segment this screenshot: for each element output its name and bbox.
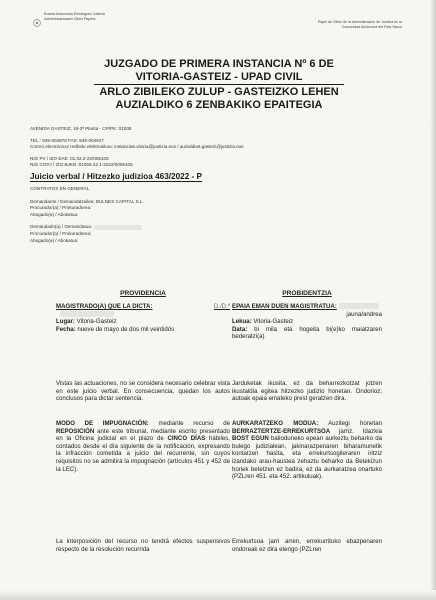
left-judge-name-row	[56, 311, 230, 319]
left-imp-label: MODO DE IMPUGNACIÓN:	[56, 420, 149, 427]
header-right-line2: Comunidad Autónoma del País Vasco	[341, 25, 402, 29]
redacted-defendant-name	[94, 225, 142, 230]
right-column-heading: PROBIDENTZIA	[282, 290, 332, 297]
left-judge-label: MAGISTRADO(A) QUE LA DICTA:	[56, 303, 153, 310]
left-date-label: Fecha:	[56, 325, 76, 333]
right-judge-block	[232, 303, 382, 341]
court-eu-line1: ARLO ZIBILEKO ZULUP - GASTEIZKO LEHEN	[99, 86, 339, 98]
left-judge-line	[56, 303, 230, 311]
left-heading-wrap	[56, 290, 230, 298]
right-imp-text2: jarriz. Idazkia	[330, 427, 382, 435]
court-name-spanish	[94, 58, 344, 85]
right-date-value: bi mila eta hogeita bi(e)ko maiatzaren bederatzi(a)	[232, 325, 382, 341]
left-column-heading: PROVIDENCIA	[120, 290, 166, 297]
court-name	[94, 58, 344, 111]
right-date	[232, 326, 382, 341]
right-impugnation	[232, 420, 382, 481]
official-paper-header-left	[44, 12, 105, 22]
scan-shadow-bottom	[0, 590, 436, 600]
left-impugnation	[56, 420, 230, 473]
plaintiff-procurator: Procurador(a) / Prokuradorea:	[30, 205, 92, 211]
court-street: AVENIDA GASTEIZ, 18-3ª Planta - CP/PK: 01008	[30, 126, 132, 131]
right-imp-bold1: BERRAZTERTZE-ERREKURTSOA	[232, 427, 331, 435]
official-paper-header-right	[318, 20, 402, 30]
left-imp-bold2: CINCO DÍAS	[167, 435, 206, 443]
left-judge-block	[56, 303, 230, 333]
case-subject: CONTRATOS EN GENERAL	[30, 186, 90, 191]
right-date-label: Data:	[232, 325, 248, 333]
right-judge-line	[232, 303, 382, 311]
right-imp-text3: balioduneko epean aurkeztu beharko da bulego judizialean, jakinarazpenaren biharamunetik kontatzen hasita, eta errekurtsogileraren iritziz izandako arau-hausteа zehaztu beharko da Betekizun horiek betetzen ez badira, ez da aurkaratzea onartuko (PZLren 451. eta 452. artikuluak).	[232, 435, 382, 481]
left-paragraph-1: Vistas las actuaciones, no se considera necesario celebrar vista en este juicio verbal. En consecuencia, quedan los autos conclusos para dictar sentencia.	[56, 380, 230, 403]
left-date	[56, 326, 230, 334]
right-imp-text1: Auzitegi honetan	[318, 420, 382, 427]
right-imp-label: AURKARATZEKO MODUA:	[232, 420, 319, 427]
basque-government-emblem	[33, 14, 41, 32]
left-imp-bold1: REPOSICIÓN	[56, 427, 95, 435]
header-right-line1: Papel de Oficio de la Administración de Justicia en la	[317, 20, 402, 24]
defendant-lawyer: Abogado(a) / Abokatua:	[30, 237, 79, 243]
right-imp-bold2: BOST EGUN	[232, 435, 269, 443]
nig-pv: NIG PV / IZO EAE: 01.02.2-22/005105	[30, 155, 109, 161]
plaintiff: Demandante / Demandatzailea: BULNES CAPITAL S.L.	[30, 198, 144, 204]
header-left-line2: Administrazioaren Ofizio Papera	[44, 17, 96, 21]
left-imp-text1: mediante recurso de	[148, 420, 230, 427]
right-judge-suffix: jauna/andrea	[346, 310, 382, 318]
left-place	[56, 318, 230, 326]
left-date-value: nueve de mayo de dos mil veintidós	[75, 325, 175, 333]
nig-cgpj: NIG CGPJ / IZO BJKN :01059.42.1-2022/0005105	[30, 162, 133, 168]
scan-shadow-right	[430, 0, 436, 600]
plaintiff-lawyer: Abogado(a) / Abokatua:	[30, 211, 79, 217]
left-imp-text3: hábiles, contados desde el día siguiente de la notificación, expresando la infracción cometida a juicio del recurrente, sin cuyos requisitos no se admitirá la impugnación (artículos 451 y 452 de la LEC).	[56, 435, 230, 473]
defendant-procurator: Procurador(a) / Prokuradorea:	[30, 230, 92, 236]
left-paragraph-3: La interposición del recurso no tendrá efectos suspensivos respecto de la resolución recurrida	[56, 538, 230, 553]
defendant: Demandado(a) / Demandatua:	[30, 224, 93, 230]
right-paragraph-3: Errekurtsoa jarri arren, errekurrituko ebazpenaren ondoreak ez dira etengo (PZLren	[232, 538, 382, 553]
redacted-judge-name-eu	[339, 303, 379, 309]
court-es-line1: JUZGADO DE PRIMERA INSTANCIA Nº 6 DE	[104, 58, 334, 70]
court-eu-line2: AUZIALDIKO 6 ZENBAKIKO EPAITEGIA	[115, 98, 323, 111]
court-phone: TEL.: 945-004878 FAX: 945-004927	[30, 137, 104, 143]
header-left-line1: Euskal Autonomia Erkidegoko Justizia	[44, 12, 105, 16]
court-name-basque	[94, 85, 344, 111]
right-place-value: Vitoria-Gasteiz	[251, 318, 294, 326]
right-judge-label: EPAIA EMAN DUEN MAGISTRATUA:	[232, 303, 337, 310]
case-title: Juicio verbal / Hitzezko judizioa 463/2022 - P	[30, 172, 203, 181]
left-imp-text2: ante este tribunal, mediante escrito presentado en la Oficina judicial en el plazo de	[56, 427, 230, 443]
court-email: Correo electrónico/ Helbide elektronikoa: instancia6.vitoria@justizia.eus / auzialdia6.gasteiz@justizia.eus	[30, 144, 244, 150]
left-place-value: Vitoria-Gasteiz	[74, 318, 117, 326]
defendant-row	[30, 224, 144, 231]
right-paragraph-1: Jarduketak ikusita, ez da beharrezkotzat jotzen ikustaldia egitea hitzezko judizio honetan. Ondorioz, autoak epaia emateko prest geratzen dira.	[232, 380, 382, 403]
court-address-block	[30, 126, 244, 169]
right-heading-wrap	[232, 290, 382, 298]
parties-block	[30, 186, 144, 244]
left-judge-suffix: D./D.ª	[213, 303, 230, 310]
right-place-label: Lekua:	[232, 318, 252, 326]
right-place	[232, 318, 382, 326]
court-es-line2: VITORIA-GASTEIZ - UPAD CIVIL	[135, 70, 303, 83]
redacted-judge-name	[60, 311, 114, 317]
left-place-label: Lugar:	[56, 318, 75, 326]
